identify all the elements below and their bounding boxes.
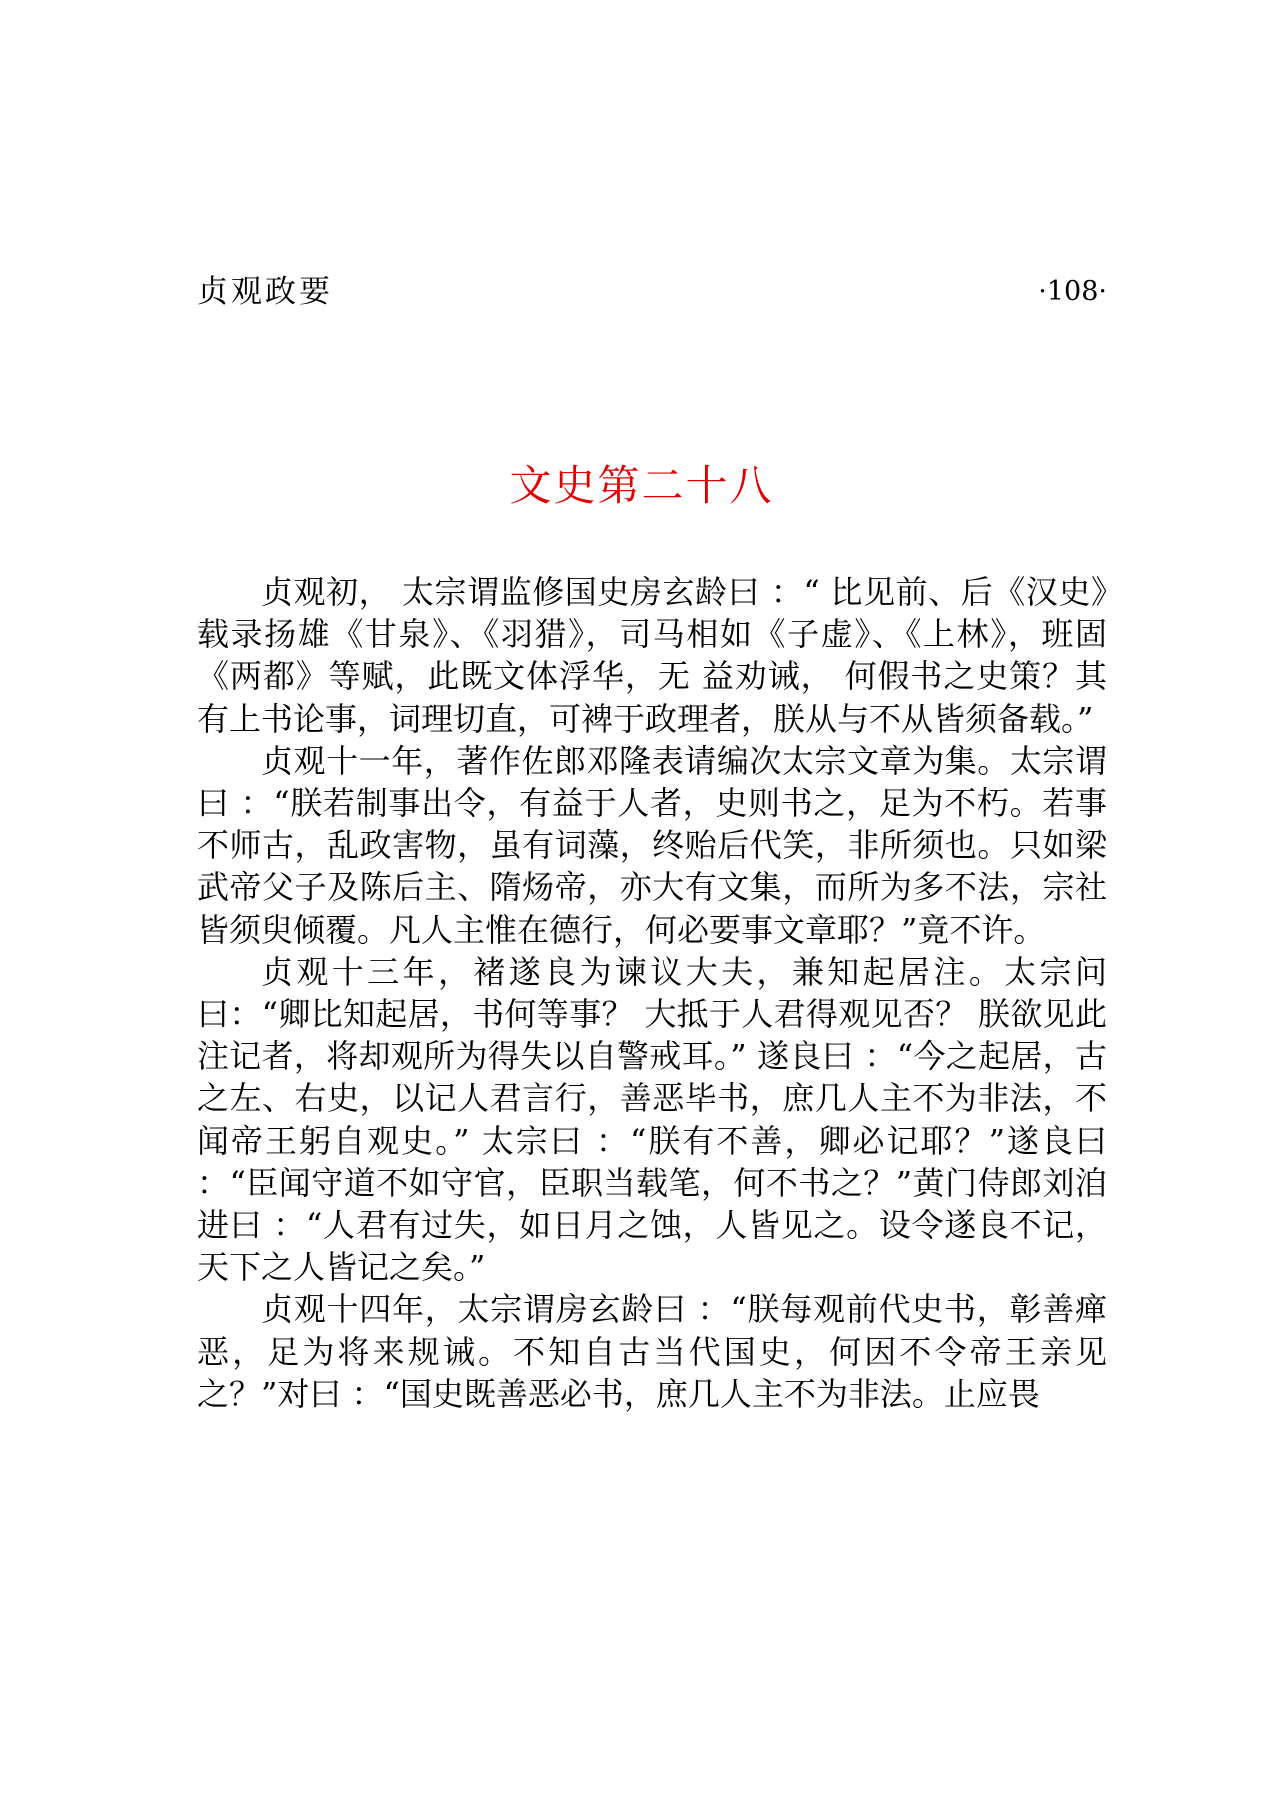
paragraph: 贞观十一年，著作佐郎邓隆表请编次太宗文章为集。太宗谓曰 ：“朕若制事出令，有益于人者，史则书之，足为不朽。若事不师古，乱政害物，虽有词藻，终贻后代笑，非所须也。只如梁武帝父子及陈后主、隋炀帝，亦大有文集，而所为多不法，宗社皆须臾倾覆。凡人主惟在德行，何必要事文章耶？”竟不许。 — [197, 741, 1107, 949]
running-header — [197, 272, 1107, 312]
page-number: ·108· — [1038, 276, 1107, 307]
paragraph: 贞观十三年，褚遂良为谏议大夫，兼知起居注。太宗问曰：“卿比知起居，书何等事？ 大抵于人君得观见否？ 朕欲见此注记者，将却观所为得失以自警戒耳。” 遂良曰 ：“今之起居，古之左、右史，以记人君言行，善恶毕书，庶几人主不为非法，不闻帝王躬自观史。” 太宗曰 ：“朕有不善，卿必记耶？”遂良曰 ：“臣闻守道不如守官，臣职当载笔，何不书之？”黄门侍郎刘洎进曰 ：“人君有过失，如日月之蚀，人皆见之。设令遂良不记，天下之人皆记之矣。” — [197, 952, 1107, 1287]
book-title: 贞观政要 — [197, 274, 333, 310]
body-text — [197, 571, 1107, 1415]
paragraph: 贞观初， 太宗谓监修国史房玄龄曰 ：“ 比见前、后《汉史》载录扬雄《甘泉》、《羽猎》，司马相如《子虚》、《上林》，班固《两都》等赋，此既文体浮华，无 益劝诫， 何假书之史策？其有上书论事，词理切直，可裨于政理者，朕从与不从皆须备载。” — [197, 573, 1107, 738]
chapter-title: 文史第二十八 — [509, 461, 774, 510]
paragraph: 贞观十四年，太宗谓房玄龄曰 ：“朕每观前代史书，彰善瘅恶，足为将来规诫。不知自古当代国史，何因不令帝王亲见之？”对曰 ：“国史既善恶必书，庶几人主不为非法。止应畏 — [197, 1290, 1107, 1413]
